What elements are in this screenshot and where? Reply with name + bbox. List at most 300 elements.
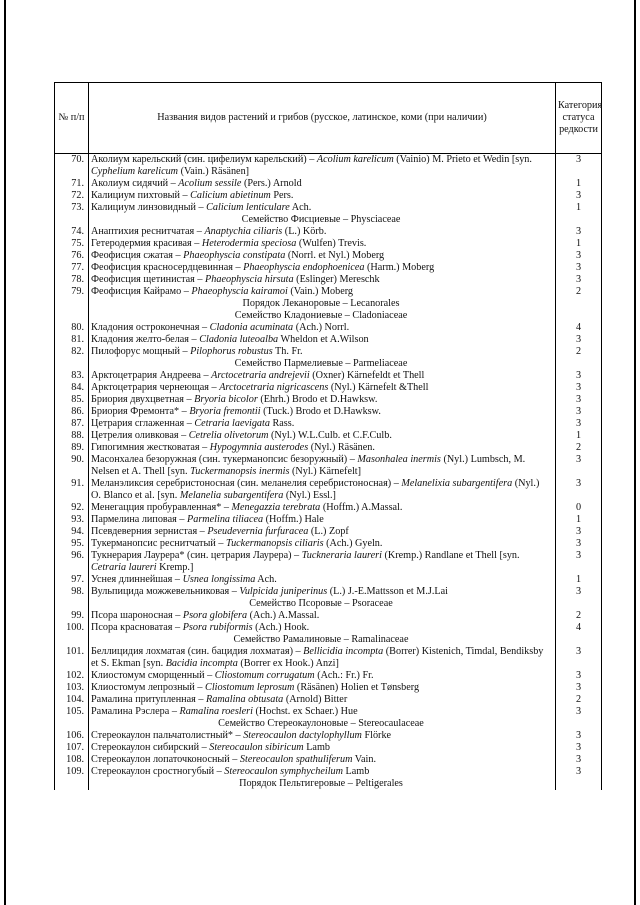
species-name <box>89 154 556 179</box>
species-name <box>89 646 556 670</box>
name-text: (Nyl.) W.L.Culb. et C.F.Culb. <box>268 430 392 441</box>
name-text: (Ach.: Fr.) Fr. <box>314 670 374 681</box>
header-species-name: Названия видов растений и грибов (русское, латинское, коми (при наличии) <box>89 83 556 154</box>
status-category: 3 <box>556 682 602 694</box>
name-text: Беллицидия лохматая (син. бацидия лохматая) – <box>91 646 304 657</box>
name-text: Kremp.] <box>156 562 194 573</box>
latin-name: Melanelixia subargentifera <box>401 478 513 489</box>
status-category: 3 <box>556 418 602 430</box>
name-text: Феофисция Кайрамо – <box>91 286 192 297</box>
species-row <box>55 394 602 406</box>
species-row <box>55 262 602 274</box>
name-text: Рамалина Рэслера – <box>91 706 180 717</box>
species-name <box>89 418 556 430</box>
row-number: 100. <box>55 622 89 634</box>
latin-name: Psora globifera <box>182 610 248 621</box>
row-number: 91. <box>55 478 89 502</box>
species-row <box>55 286 602 298</box>
species-row <box>55 754 602 766</box>
species-row <box>55 730 602 742</box>
status-category: 4 <box>556 622 602 634</box>
name-text: Ach. <box>289 202 312 213</box>
status-category: 2 <box>556 286 602 298</box>
latin-name: Pilophorus robustus <box>190 346 273 357</box>
species-name <box>89 202 556 214</box>
latin-name: Arctocetraria andrejevii <box>211 370 310 381</box>
name-text: (Ach.) A.Massal. <box>247 610 320 621</box>
name-text: (Nyl.) Essl.] <box>283 490 336 501</box>
row-number: 79. <box>55 286 89 298</box>
species-row <box>55 694 602 706</box>
name-text: Бриория двухцветная – <box>91 394 195 405</box>
row-number: 102. <box>55 670 89 682</box>
species-name <box>89 322 556 334</box>
name-text: (Ehrh.) Brodo et D.Hawksw. <box>257 394 378 405</box>
status-category-empty <box>556 634 602 646</box>
name-text: Стереокаулон сибирский – <box>91 742 210 753</box>
species-name <box>89 430 556 442</box>
taxon-group-heading-row <box>55 214 602 226</box>
species-name <box>89 538 556 550</box>
name-text: Анаптихия реснитчатая – <box>91 226 205 237</box>
row-number: 88. <box>55 430 89 442</box>
species-name <box>89 190 556 202</box>
row-number-empty <box>55 214 89 226</box>
name-text: Арктоцетрария Андреева – <box>91 370 212 381</box>
name-text: Стереокаулон сростногубый – <box>91 766 225 777</box>
species-row <box>55 706 602 718</box>
name-text: Цетрелия оливковая – <box>91 430 189 441</box>
name-text: (Nyl.) Räsänen. <box>308 442 375 453</box>
taxon-group-heading-row <box>55 634 602 646</box>
row-number: 99. <box>55 610 89 622</box>
name-text: (Nyl.) O. Blanco et al. [syn. <box>91 478 540 501</box>
name-text: Бриория Фремонта* – <box>91 406 190 417</box>
status-category: 3 <box>556 550 602 574</box>
name-text: (Borrer) Kistenich, Timdal, Bendiksby et S. Ekman [syn. <box>91 646 544 669</box>
species-name <box>89 586 556 598</box>
latin-name: Usnea longissima <box>182 574 256 585</box>
species-name <box>89 610 556 622</box>
row-number-empty <box>55 310 89 322</box>
name-text: (L.) Zopf <box>308 526 349 537</box>
status-category: 3 <box>556 394 602 406</box>
status-category: 3 <box>556 706 602 718</box>
latin-name: Cetrelia olivetorum <box>188 430 269 441</box>
name-text: Pers. <box>270 190 294 201</box>
taxon-group-heading: Семейство Рамалиновые – Ramalinaceae <box>89 634 556 646</box>
name-text: Масонхалеа безоружная (син. тукерманопсис безоружный) – <box>91 454 358 465</box>
taxon-group-heading: Семейство Стереокаулоновые – Stereocaulaceae <box>89 718 556 730</box>
latin-name: Vulpicida juniperinus <box>239 586 328 597</box>
species-name <box>89 226 556 238</box>
species-row <box>55 454 602 478</box>
species-name <box>89 262 556 274</box>
latin-name: Ramalina obtusata <box>206 694 284 705</box>
name-text: (Vain.) Moberg <box>287 286 354 297</box>
taxon-group-heading-row <box>55 718 602 730</box>
latin-name: Melanelia subargentifera <box>179 490 284 501</box>
name-text: (Nyl.) Kärnefelt] <box>289 466 362 477</box>
row-number-empty <box>55 358 89 370</box>
name-text: (Tuck.) Brodo et D.Hawksw. <box>260 406 381 417</box>
species-name <box>89 238 556 250</box>
species-row <box>55 322 602 334</box>
latin-name: Bryoria bicolor <box>194 394 258 405</box>
status-category: 3 <box>556 670 602 682</box>
latin-name: Pseudevernia furfuracea <box>207 526 309 537</box>
status-category: 3 <box>556 406 602 418</box>
row-number: 92. <box>55 502 89 514</box>
species-row <box>55 154 602 179</box>
row-number: 77. <box>55 262 89 274</box>
row-number: 73. <box>55 202 89 214</box>
status-category: 0 <box>556 502 602 514</box>
species-row <box>55 478 602 502</box>
name-text: Vain. <box>352 754 377 765</box>
species-name <box>89 334 556 346</box>
status-category: 3 <box>556 454 602 478</box>
row-number: 71. <box>55 178 89 190</box>
latin-name: Tuckneraria laureri <box>301 550 382 561</box>
status-category-empty <box>556 598 602 610</box>
name-text: Гетеродермия красивая – <box>91 238 202 249</box>
taxon-group-heading: Порядок Пельтигеровые – Peltigerales <box>89 778 556 790</box>
status-category: 4 <box>556 322 602 334</box>
name-text: Пилофорус мощный – <box>91 346 191 357</box>
latin-name: Arctocetraria nigricascens <box>219 382 329 393</box>
name-text: Lamb <box>343 766 370 777</box>
species-row <box>55 502 602 514</box>
row-number: 70. <box>55 154 89 179</box>
species-row <box>55 202 602 214</box>
name-text: Lamb <box>303 742 330 753</box>
row-number: 96. <box>55 550 89 574</box>
species-table <box>54 82 602 790</box>
latin-name: Cliostomum leprosum <box>205 682 295 693</box>
row-number: 107. <box>55 742 89 754</box>
name-text: (Ach.) Hook. <box>252 622 310 633</box>
status-category: 2 <box>556 442 602 454</box>
name-text: Wheldon et A.Wilson <box>278 334 369 345</box>
name-text: (Hoffm.) A.Massal. <box>320 502 403 513</box>
row-number-empty <box>55 718 89 730</box>
name-text: Псора красноватая – <box>91 622 183 633</box>
name-text: (Harm.) Moberg <box>364 262 435 273</box>
species-row <box>55 538 602 550</box>
name-text: Тукнерария Лаурера* (син. цетрария Лаурера) – <box>91 550 302 561</box>
name-text: (Ach.) Gyeln. <box>323 538 383 549</box>
species-row <box>55 514 602 526</box>
name-text: Уснея длиннейшая – <box>91 574 183 585</box>
name-text: Гипогимния жестковатая – <box>91 442 210 453</box>
document-page <box>54 82 602 790</box>
name-text: (Arnold) Bitter <box>283 694 348 705</box>
species-name <box>89 454 556 478</box>
latin-name: Phaeophyscia hirsuta <box>205 274 294 285</box>
species-name <box>89 742 556 754</box>
name-text: (Nyl.) Kärnefelt &Thell <box>328 382 429 393</box>
name-text: Калициум пихтовый – <box>91 190 191 201</box>
status-category: 3 <box>556 586 602 598</box>
species-row <box>55 670 602 682</box>
species-name <box>89 694 556 706</box>
row-number: 101. <box>55 646 89 670</box>
name-text: Меланэликсия серебристоносная (син. меланелия серебристоносная) – <box>91 478 402 489</box>
status-category: 3 <box>556 730 602 742</box>
species-row <box>55 178 602 190</box>
latin-name: Stereocaulon dactylophyllum <box>243 730 362 741</box>
name-text: Рамалина притупленная – <box>91 694 206 705</box>
status-category-empty <box>556 778 602 790</box>
status-category: 2 <box>556 694 602 706</box>
species-row <box>55 334 602 346</box>
species-row <box>55 586 602 598</box>
name-text: (Räsänen) Holien et Tønsberg <box>294 682 420 693</box>
species-row <box>55 418 602 430</box>
latin-name: Heterodermia speciosa <box>201 238 297 249</box>
row-number: 76. <box>55 250 89 262</box>
table-body <box>55 154 602 791</box>
name-text: (Hoffm.) Hale <box>263 514 324 525</box>
taxon-group-heading: Семейство Псоровые – Psoraceae <box>89 598 556 610</box>
status-category: 3 <box>556 370 602 382</box>
status-category-empty <box>556 718 602 730</box>
species-name <box>89 382 556 394</box>
latin-name: Acolium sessile <box>178 178 242 189</box>
latin-name: Stereocaulon symphycheilum <box>224 766 343 777</box>
taxon-group-heading-row <box>55 778 602 790</box>
status-category: 2 <box>556 346 602 358</box>
species-name <box>89 766 556 778</box>
name-text: Пармелина липовая – <box>91 514 187 525</box>
name-text: (Oxner) Kärnefeldt et Thell <box>309 370 425 381</box>
species-name <box>89 286 556 298</box>
name-text: Аколиум сидячий – <box>91 178 179 189</box>
header-status-category: Категория статуса редкости <box>556 83 602 154</box>
row-number: 87. <box>55 418 89 430</box>
row-number: 105. <box>55 706 89 718</box>
name-text: (L.) J.-E.Mattsson et M.J.Lai <box>327 586 448 597</box>
name-text: (Wulfen) Trevis. <box>296 238 367 249</box>
row-number: 86. <box>55 406 89 418</box>
status-category: 3 <box>556 538 602 550</box>
row-number: 108. <box>55 754 89 766</box>
status-category: 3 <box>556 754 602 766</box>
species-row <box>55 742 602 754</box>
row-number: 72. <box>55 190 89 202</box>
status-category: 3 <box>556 742 602 754</box>
name-text: (Hochst. ex Schaer.) Hue <box>252 706 358 717</box>
status-category: 3 <box>556 250 602 262</box>
species-name <box>89 394 556 406</box>
latin-name: Stereocaulon sibiricum <box>209 742 304 753</box>
name-text: Калициум линзовидный – <box>91 202 207 213</box>
name-text: Стереокаулон пальчатолистный* – <box>91 730 244 741</box>
species-name <box>89 670 556 682</box>
species-row <box>55 406 602 418</box>
latin-name: Parmelina tiliacea <box>187 514 264 525</box>
taxon-group-heading-row <box>55 358 602 370</box>
status-category-empty <box>556 298 602 310</box>
latin-name: Tuckermanopsis inermis <box>190 466 290 477</box>
row-number: 109. <box>55 766 89 778</box>
species-row <box>55 622 602 634</box>
species-row <box>55 646 602 670</box>
latin-name: Psora rubiformis <box>182 622 253 633</box>
latin-name: Ramalina roesleri <box>179 706 253 717</box>
row-number-empty <box>55 298 89 310</box>
latin-name: Bacidia incompta <box>165 658 238 669</box>
latin-name: Bellicidia incompta <box>303 646 384 657</box>
name-text: Кладония желто-белая – <box>91 334 200 345</box>
latin-name: Bryoria fremontii <box>189 406 261 417</box>
status-category-empty <box>556 358 602 370</box>
species-row <box>55 226 602 238</box>
species-row <box>55 238 602 250</box>
taxon-group-heading-row <box>55 310 602 322</box>
species-row <box>55 250 602 262</box>
name-text: (Eslinger) Mereschk <box>293 274 380 285</box>
name-text: Псора шароносная – <box>91 610 183 621</box>
name-text: Феофисция щетинистая – <box>91 274 206 285</box>
name-text: Арктоцетрария чернеющая – <box>91 382 220 393</box>
species-name <box>89 274 556 286</box>
row-number: 74. <box>55 226 89 238</box>
status-category: 1 <box>556 178 602 190</box>
scan-edge-right <box>634 0 636 905</box>
latin-name: Cyphelium karelicum <box>91 166 179 177</box>
species-name <box>89 478 556 502</box>
latin-name: Cetraria laevigata <box>194 418 270 429</box>
status-category: 1 <box>556 238 602 250</box>
row-number: 98. <box>55 586 89 598</box>
status-category-empty <box>556 214 602 226</box>
row-number: 89. <box>55 442 89 454</box>
name-text: (Borrer ex Hook.) Anzi] <box>237 658 339 669</box>
name-text: Клиостомум лепрозный – <box>91 682 206 693</box>
row-number-empty <box>55 634 89 646</box>
row-number: 75. <box>55 238 89 250</box>
latin-name: Tuckermanopsis ciliaris <box>225 538 324 549</box>
latin-name: Anaptychia ciliaris <box>204 226 283 237</box>
name-text: (Nyl.) Lumbsch, M. Nelsen et A. Thell [syn. <box>91 454 526 477</box>
row-number: 90. <box>55 454 89 478</box>
latin-name: Cladonia luteoalba <box>199 334 279 345</box>
name-text: (Kremp.) Randlane et Thell [syn. <box>381 550 520 561</box>
species-row <box>55 550 602 574</box>
species-name <box>89 346 556 358</box>
status-category: 2 <box>556 610 602 622</box>
latin-name: Acolium karelicum <box>316 154 394 165</box>
name-text: Клиостомум сморщенный – <box>91 670 215 681</box>
species-row <box>55 682 602 694</box>
species-row <box>55 274 602 286</box>
row-number: 104. <box>55 694 89 706</box>
name-text: Стереокаулон лопаточконосный – <box>91 754 240 765</box>
species-name <box>89 550 556 574</box>
species-name <box>89 406 556 418</box>
latin-name: Phaeophyscia kairamoi <box>191 286 288 297</box>
name-text: Rass. <box>269 418 295 429</box>
status-category: 3 <box>556 262 602 274</box>
row-number-empty <box>55 598 89 610</box>
row-number-empty <box>55 778 89 790</box>
species-row <box>55 610 602 622</box>
name-text: Аколиум карельский (син. цифелиум карельский) – <box>91 154 317 165</box>
name-text: Flörke <box>361 730 392 741</box>
row-number: 85. <box>55 394 89 406</box>
latin-name: Masonhalea inermis <box>357 454 441 465</box>
species-name <box>89 514 556 526</box>
table-header <box>55 83 602 154</box>
name-text: (Ach.) Norrl. <box>293 322 350 333</box>
latin-name: Calicium abietinum <box>190 190 271 201</box>
status-category: 1 <box>556 574 602 586</box>
name-text: Феофисция красносердцевинная – <box>91 262 244 273</box>
taxon-group-heading: Семейство Фисциевые – Physciaceae <box>89 214 556 226</box>
row-number: 103. <box>55 682 89 694</box>
species-name <box>89 178 556 190</box>
status-category: 3 <box>556 334 602 346</box>
name-text: Th. Fr. <box>272 346 303 357</box>
name-text: Ach. <box>255 574 277 585</box>
status-category: 1 <box>556 514 602 526</box>
status-category: 1 <box>556 202 602 214</box>
species-row <box>55 574 602 586</box>
species-name <box>89 682 556 694</box>
status-category-empty <box>556 310 602 322</box>
species-name <box>89 442 556 454</box>
name-text: Цетрария сглаженная – <box>91 418 195 429</box>
species-row <box>55 430 602 442</box>
taxon-group-heading: Семейство Пармелиевые – Parmeliaceae <box>89 358 556 370</box>
taxon-group-heading-row <box>55 598 602 610</box>
row-number: 93. <box>55 514 89 526</box>
status-category: 3 <box>556 766 602 778</box>
species-row <box>55 370 602 382</box>
row-number: 83. <box>55 370 89 382</box>
status-category: 3 <box>556 274 602 286</box>
species-name <box>89 370 556 382</box>
name-text: Псевдеверния зернистая – <box>91 526 208 537</box>
name-text: Кладония остроконечная – <box>91 322 210 333</box>
species-name <box>89 574 556 586</box>
species-row <box>55 190 602 202</box>
header-number: № п/п <box>55 83 89 154</box>
status-category: 1 <box>556 430 602 442</box>
row-number: 94. <box>55 526 89 538</box>
row-number: 84. <box>55 382 89 394</box>
latin-name: Hypogymnia austerodes <box>209 442 309 453</box>
status-category: 3 <box>556 526 602 538</box>
status-category: 3 <box>556 190 602 202</box>
species-name <box>89 754 556 766</box>
name-text: (Norrl. et Nyl.) Moberg <box>285 250 385 261</box>
row-number: 80. <box>55 322 89 334</box>
species-row <box>55 766 602 778</box>
name-text: Вульпицида можжевельниковая – <box>91 586 240 597</box>
name-text: Феофисция сжатая – <box>91 250 184 261</box>
species-row <box>55 442 602 454</box>
name-text: (Vainio) M. Prieto et Wedin [syn. <box>393 154 532 165</box>
name-text: Тукерманопсис реснитчатый – <box>91 538 226 549</box>
scan-edge-left <box>4 0 6 905</box>
row-number: 97. <box>55 574 89 586</box>
latin-name: Phaeophyscia constipata <box>183 250 286 261</box>
species-row <box>55 382 602 394</box>
latin-name: Cetraria laureri <box>91 562 157 573</box>
